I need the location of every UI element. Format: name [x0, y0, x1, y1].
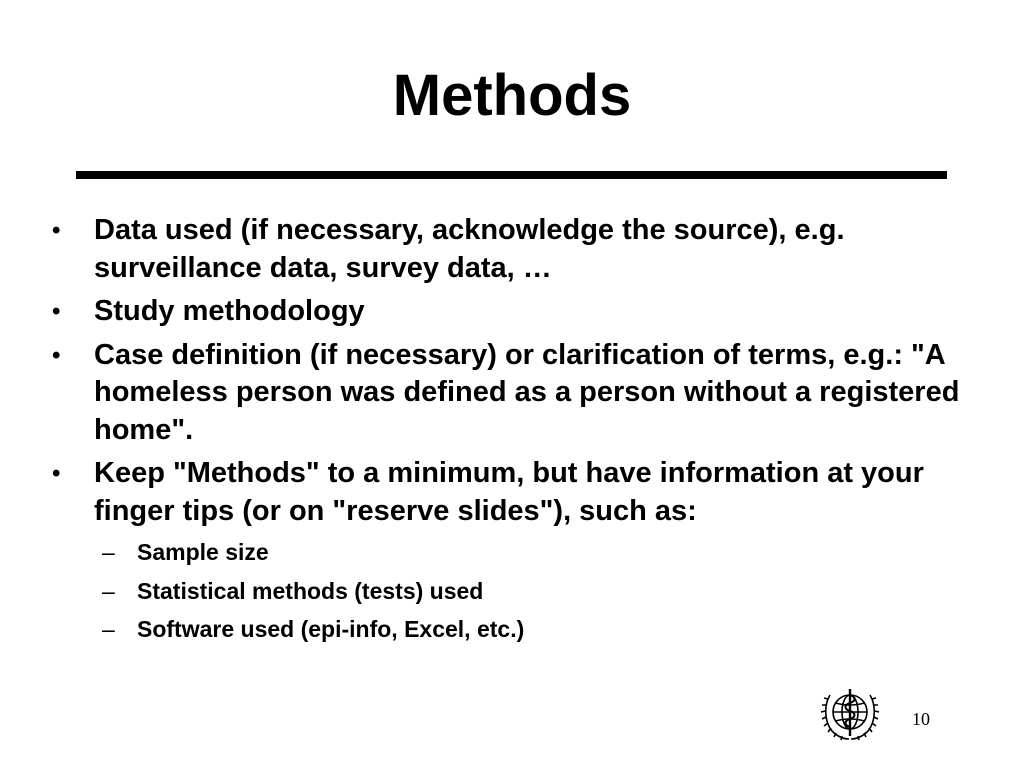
sub-bullet-marker: – [102, 577, 115, 604]
bullet-text: Data used (if necessary, acknowledge the source), e.g. surveillance data, survey data, … [94, 214, 845, 284]
sub-bullet-marker: – [102, 539, 115, 565]
bullet-text: Keep "Methods" to a minimum, but have information at your finger tips (or on "reserve slides"), such as: [94, 457, 924, 527]
who-emblem-icon [816, 683, 884, 745]
sub-bullet-text: Sample size [137, 539, 269, 565]
title-underline [76, 171, 947, 179]
bullet-marker: • [52, 217, 61, 244]
bullet-item-study-methodology [52, 293, 982, 331]
bullet-item-keep-methods-minimum [52, 455, 982, 649]
bullet-marker: • [52, 298, 61, 325]
bullet-marker: • [52, 460, 61, 487]
sub-bullet-sample-size [94, 533, 982, 572]
page-number: 10 [912, 709, 930, 729]
bullet-item-case-definition [52, 337, 982, 450]
sub-bullet-marker: – [102, 616, 115, 642]
bullet-marker: • [52, 341, 61, 369]
sub-bullet-list [94, 533, 982, 649]
bullet-list [52, 212, 982, 655]
sub-bullet-software-used [94, 610, 982, 649]
sub-bullet-statistical-methods [94, 572, 982, 611]
bullet-text: Study methodology [94, 295, 365, 327]
sub-bullet-text: Statistical methods (tests) used [137, 577, 484, 604]
bullet-text: Case definition (if necessary) or clarification of terms, e.g.: "A homeless person was defined as a person without a registered home". [94, 338, 960, 446]
bullet-item-data-used [52, 212, 982, 287]
sub-bullet-text: Software used (epi-info, Excel, etc.) [137, 616, 525, 642]
slide-title: Methods [392, 63, 632, 128]
